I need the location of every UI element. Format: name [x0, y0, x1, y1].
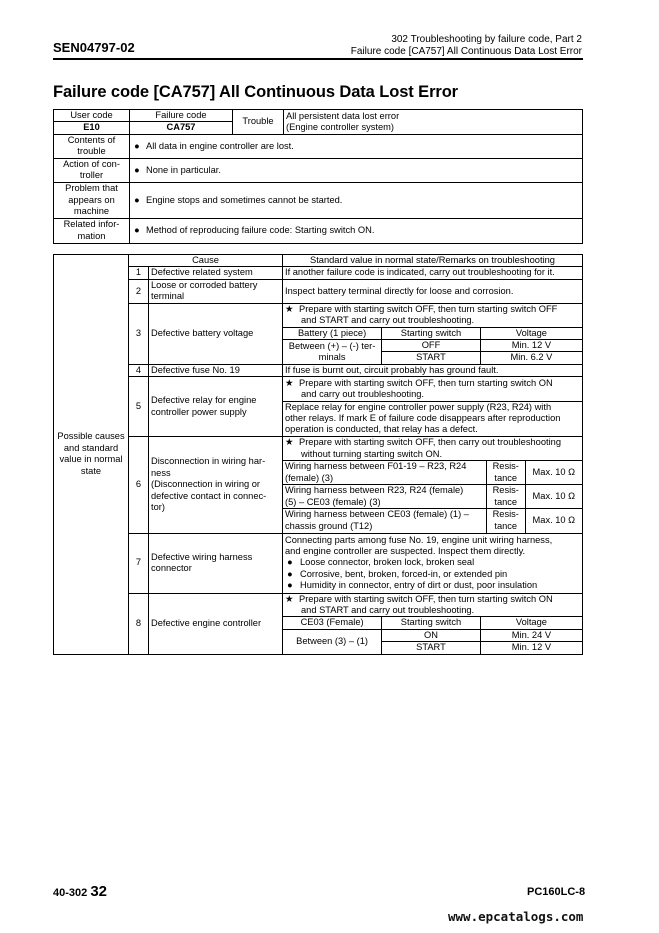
remark-text: Inspect battery terminal directly for loose and corrosion.: [283, 279, 583, 303]
remark-cell: [283, 303, 583, 364]
related-label: Related infor- mation: [54, 218, 130, 243]
remark-cell: [283, 377, 583, 437]
list-item: ● Corrosive, bent, broken, forced-in, or extended pin: [287, 568, 508, 579]
cause-text: Defective battery voltage: [149, 303, 283, 364]
cause-text: Defective wiring harness connector: [149, 533, 283, 593]
section-header: [351, 34, 582, 58]
controller-voltage-table: CE03 (Female) Starting switch Voltage Between (3) – (1) ON Min. 24 V START Min. 12 V: [283, 616, 582, 653]
cause-number: 7: [129, 533, 149, 593]
cause-text: Defective related system: [149, 267, 283, 279]
cause-number: 1: [129, 267, 149, 279]
prep-note: ★ Prepare with starting switch OFF, then turn starting switch ON and START and carry out troubleshooting.: [285, 593, 553, 615]
cause-number: 3: [129, 303, 149, 364]
list-item: ● Humidity in connector, entry of dirt or dust, poor insulation: [287, 580, 538, 591]
trouble-text: All persistent data lost error (Engine controller system): [284, 110, 583, 135]
cause-text: Disconnection in wiring har- ness (Disconnection in wiring or defective contact in connec- tor): [149, 437, 283, 533]
document-number: SEN04797-02: [53, 40, 135, 55]
related-text: ● Method of reproducing failure code: Starting switch ON.: [130, 218, 583, 243]
user-code-label: User code: [54, 110, 130, 122]
section-line-2: Failure code [CA757] All Continuous Data Lost Error: [350, 46, 582, 57]
cause-text: Defective fuse No. 19: [149, 364, 283, 376]
cause-header: Cause: [129, 255, 283, 267]
related-row: [54, 218, 583, 243]
wiring-resistance-table: Wiring harness between F01-19 – R23, R24 (female) (3) Resis- tance Max. 10 Ω Wiring harness between R23, R24 (female) (5) – CE03 (female) (3) Resis- tance Max. 10 Ω Wiring harness between CE03 (female) (1) – chassis ground (T12) Resis- tance Max. 10 Ω: [283, 460, 582, 533]
remark-cell: [283, 593, 583, 654]
action-row: [54, 158, 583, 182]
star-icon: ★: [285, 303, 294, 314]
watermark-url: www.epcatalogs.com: [448, 909, 584, 924]
prep-note: ★ Prepare with starting switch OFF, then carry out troubleshooting without turning starting switch ON.: [285, 437, 561, 459]
problem-text: ● Engine stops and sometimes cannot be started.: [130, 182, 583, 218]
contents-label: Contents of trouble: [54, 134, 130, 158]
cause-row-3: [54, 303, 583, 364]
problem-label: Problem that appears on machine: [54, 182, 130, 218]
prep-note: ★ Prepare with starting switch OFF, then turn starting switch OFF and START and carry out troubleshooting.: [285, 303, 558, 326]
remark-text: Connecting parts among fuse No. 19, engine unit wiring harness, and engine controller are suspected. Inspect them directly. ● Loose connector, broken lock, broken seal ● Corrosive, bent, broken, forced-in, or extended pin ● Humidity in connector, entry of dirt or dust, poor insulation: [283, 533, 583, 593]
action-text: ● None in particular.: [130, 158, 583, 182]
header-divider: [53, 58, 583, 60]
cause-number: 2: [129, 279, 149, 303]
cause-row-6: [54, 437, 583, 533]
cause-number: 4: [129, 364, 149, 376]
list-item: ● Loose connector, broken lock, broken seal: [287, 557, 475, 568]
cause-row-2: [54, 279, 583, 303]
model-name: PC160LC-8: [527, 886, 586, 898]
cause-number: 5: [129, 377, 149, 437]
user-code-value: E10: [54, 122, 130, 134]
star-icon: ★: [285, 437, 294, 448]
trouble-label: Trouble: [233, 110, 284, 135]
standard-header: Standard value in normal state/Remarks on troubleshooting: [283, 255, 583, 267]
remark-text: Replace relay for engine controller power supply (R23, R24) with other relays. If mark E of failure code disappears after reproduction operation is conducted, that relay has a defect.: [285, 401, 561, 435]
remark-text: If fuse is burnt out, circuit probably has ground fault.: [283, 364, 583, 376]
cause-number: 8: [129, 593, 149, 654]
page-number: 40-302 32: [53, 883, 108, 900]
remark-text: If another failure code is indicated, carry out troubleshooting for it.: [283, 267, 583, 279]
cause-text: Defective relay for engine controller power supply: [149, 377, 283, 437]
cause-row-5: [54, 377, 583, 437]
cause-row-7: [54, 533, 583, 593]
action-label: Action of con- troller: [54, 158, 130, 182]
possible-causes-label: Possible causes and standard value in normal state: [54, 255, 129, 655]
star-icon: ★: [285, 377, 294, 388]
contents-row: [54, 134, 583, 158]
page-title: Failure code [CA757] All Continuous Data Lost Error: [53, 83, 459, 101]
failure-code-value: CA757: [130, 122, 233, 134]
cause-number: 6: [129, 437, 149, 533]
cause-row-1: [54, 267, 583, 279]
star-icon: ★: [285, 593, 294, 604]
cause-text: Loose or corroded battery terminal: [149, 279, 283, 303]
cause-row-4: [54, 364, 583, 376]
contents-text: ● All data in engine controller are lost.: [130, 134, 583, 158]
cause-text: Defective engine controller: [149, 593, 283, 654]
causes-table: [53, 254, 583, 655]
cause-row-8: [54, 593, 583, 654]
battery-voltage-table: Battery (1 piece) Starting switch Voltage Between (+) – (-) ter- minals OFF Min. 12 V START Min. 6.2 V: [283, 327, 582, 364]
prep-note: ★ Prepare with starting switch OFF, then turn starting switch ON and carry out troubleshooting.: [283, 378, 582, 402]
failure-code-label: Failure code: [130, 110, 233, 122]
section-line-1: 302 Troubleshooting by failure code, Part 2: [391, 34, 582, 45]
remark-cell: [283, 437, 583, 533]
failure-info-table: [53, 109, 583, 244]
problem-row: [54, 182, 583, 218]
